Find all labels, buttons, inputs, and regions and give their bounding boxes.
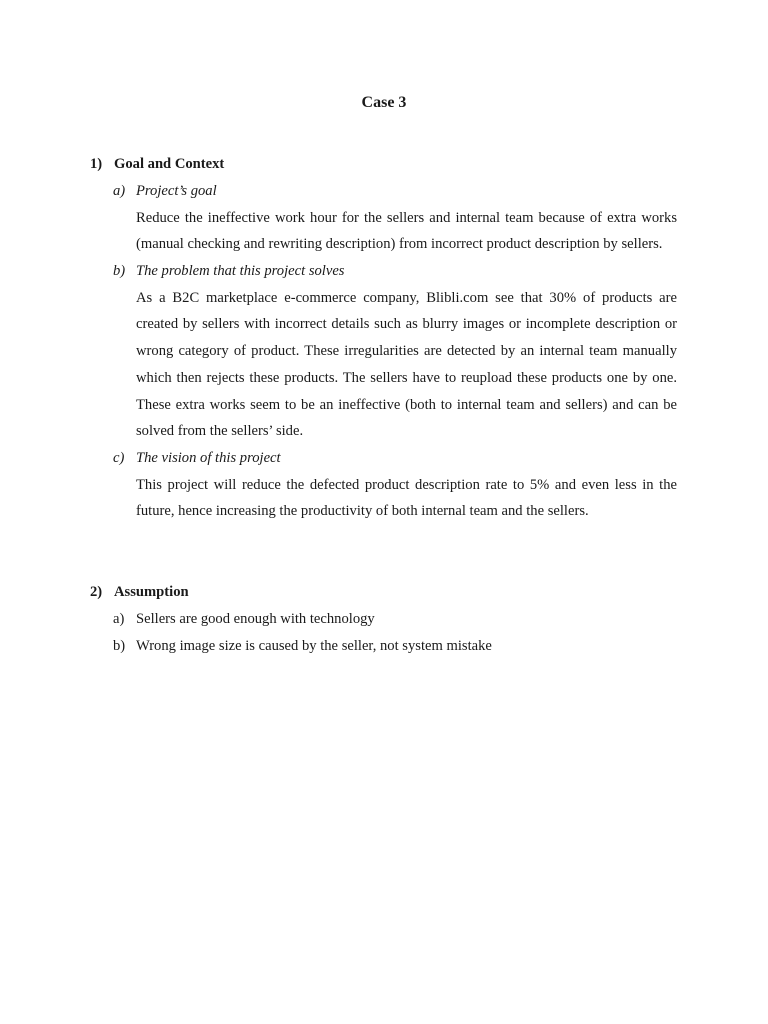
item-label: Project’s goal	[136, 183, 217, 199]
item-letter: a)	[113, 183, 126, 199]
item-label: The vision of this project	[136, 450, 281, 466]
section-goal-and-context	[90, 151, 680, 525]
item-text: Sellers are good enough with technology	[136, 611, 375, 627]
item-text: Wrong image size is caused by the seller, not system mistake	[136, 638, 492, 654]
list-item-projects-goal	[90, 178, 680, 258]
document-title: Case 3	[361, 94, 407, 111]
item-heading	[90, 445, 680, 472]
item-label: The problem that this project solves	[136, 263, 345, 280]
section-assumption	[90, 579, 680, 660]
list-item	[90, 633, 680, 660]
item-letter: b)	[113, 263, 126, 280]
item-paragraph: As a B2C marketplace e-commerce company, Blibli.com see that 30% of products are created by sellers with incorrect details such as blurry images or incomplete description or wrong category of product. These irregularities are detected by an internal team manually which then rejects these products. The sellers have to reupload these products one by one. These extra works seem to be an ineffective (both to internal team and sellers) and can be solved from the sellers’ side.	[136, 289, 677, 440]
item-letter: a)	[113, 611, 125, 627]
section-title: Goal and Context	[114, 156, 225, 172]
item-letter: c)	[113, 450, 125, 466]
list-item	[90, 606, 680, 633]
item-letter: b)	[113, 638, 126, 654]
section-number: 2)	[90, 584, 103, 600]
list-item-problem	[90, 258, 680, 445]
item-paragraph: Reduce the ineffective work hour for the sellers and internal team because of extra works (manual checking and rewriting description) from incorrect product description by sellers.	[136, 209, 677, 253]
item-heading	[90, 178, 680, 205]
list-item-vision	[90, 445, 680, 525]
section-title: Assumption	[114, 584, 189, 600]
section-heading	[90, 579, 680, 606]
item-heading	[90, 258, 680, 285]
section-number: 1)	[90, 156, 103, 172]
section-heading	[90, 151, 680, 178]
item-paragraph: This project will reduce the defected product description rate to 5% and even less in the future, hence increasing the productivity of both internal team and the sellers.	[136, 476, 677, 520]
